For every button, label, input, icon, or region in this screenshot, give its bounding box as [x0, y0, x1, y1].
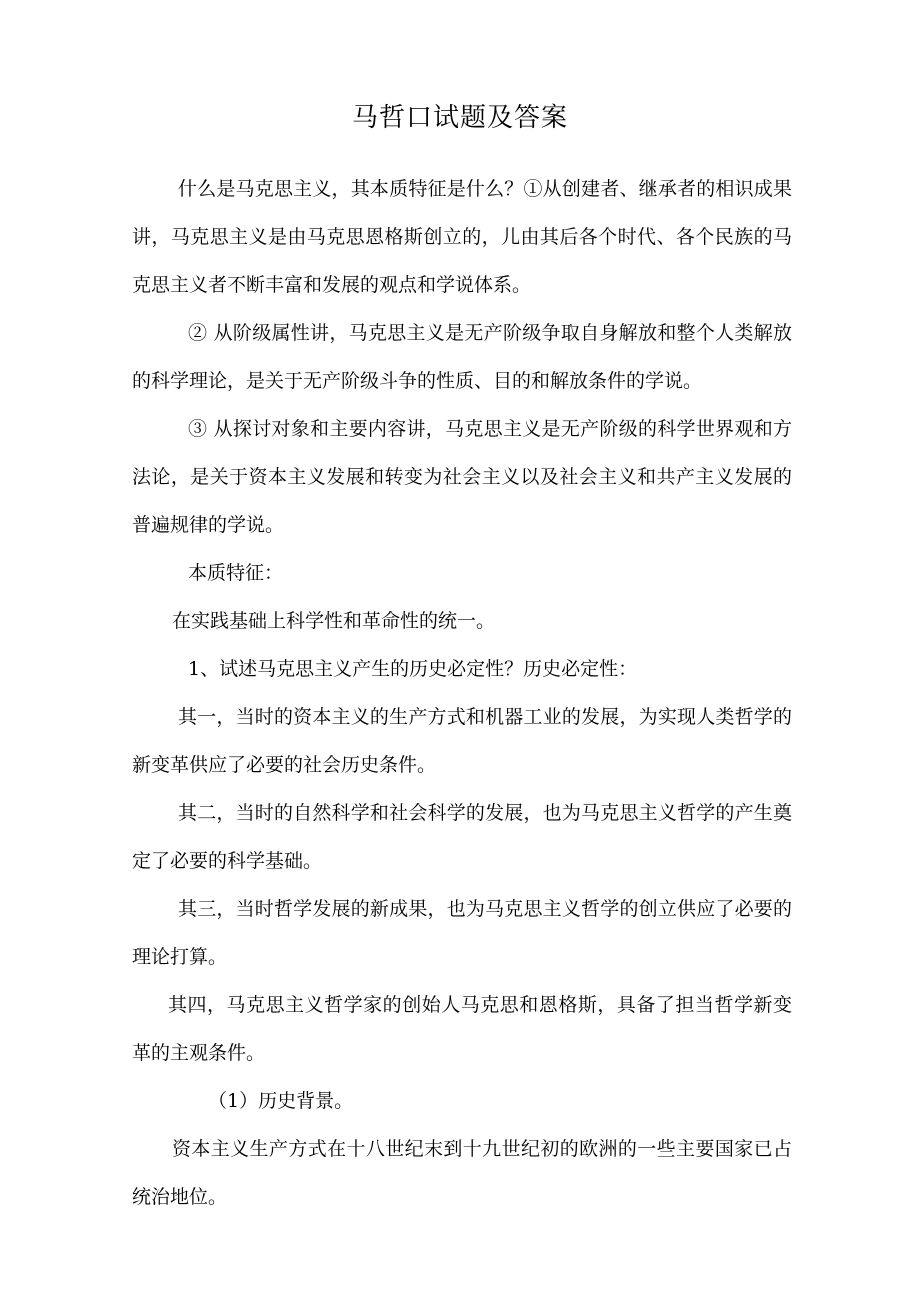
paragraph-research-object: ③ 从探讨对象和主要内容讲，马克思主义是无产阶级的科学世界观和方法论，是关于资本主义发展和转变为社会主义以及社会主义和共产主义发展的普遍规律的学说。: [132, 418, 792, 536]
paragraph-class-attribute: ② 从阶级属性讲，马克思主义是无产阶级争取自身解放和整个人类解放的科学理论，是关于无产阶级斗争的性质、目的和解放条件的学说。: [132, 322, 792, 392]
paragraph-reason-3: 其三，当时哲学发展的新成果，也为马克思主义哲学的创立供应了必要的理论打算。: [132, 898, 792, 968]
paragraph-reason-4: 其四，马克思主义哲学家的创始人马克思和恩格斯，具备了担当哲学新变革的主观条件。: [132, 994, 792, 1064]
paragraph-definition: 什么是马克思主义，其本质特征是什么？①从创建者、继承者的相识成果讲，马克思主义是由马克思恩格斯创立的，儿由其后各个时代、各个民族的马克思主义者不断丰富和发展的观点和学说体系。: [132, 178, 792, 296]
paragraph-capitalism: 资本主义生产方式在十八世纪末到十九世纪初的欧洲的一些主要国家已占统治地位。: [132, 1138, 792, 1208]
document-title: 马哲口试题及答案: [351, 103, 568, 133]
paragraph-essence-heading: 本质特征：: [188, 562, 284, 584]
paragraph-essence-content: 在实践基础上科学性和革命性的统一。: [172, 610, 496, 632]
paragraph-question-1: 1、试述马克思主义产生的历史必定性？历史必定性：: [188, 658, 638, 680]
document-body: [132, 165, 792, 1221]
paragraph-reason-2: 其二，当时的自然科学和社会科学的发展，也为马克思主义哲学的产生奠定了必要的科学基础。: [132, 802, 792, 872]
paragraph-reason-1: 其一，当时的资本主义的生产方式和机器工业的发展，为实现人类哲学的新变革供应了必要的社会历史条件。: [132, 706, 792, 776]
paragraph-historical-background: （1）历史背景。: [208, 1090, 354, 1112]
